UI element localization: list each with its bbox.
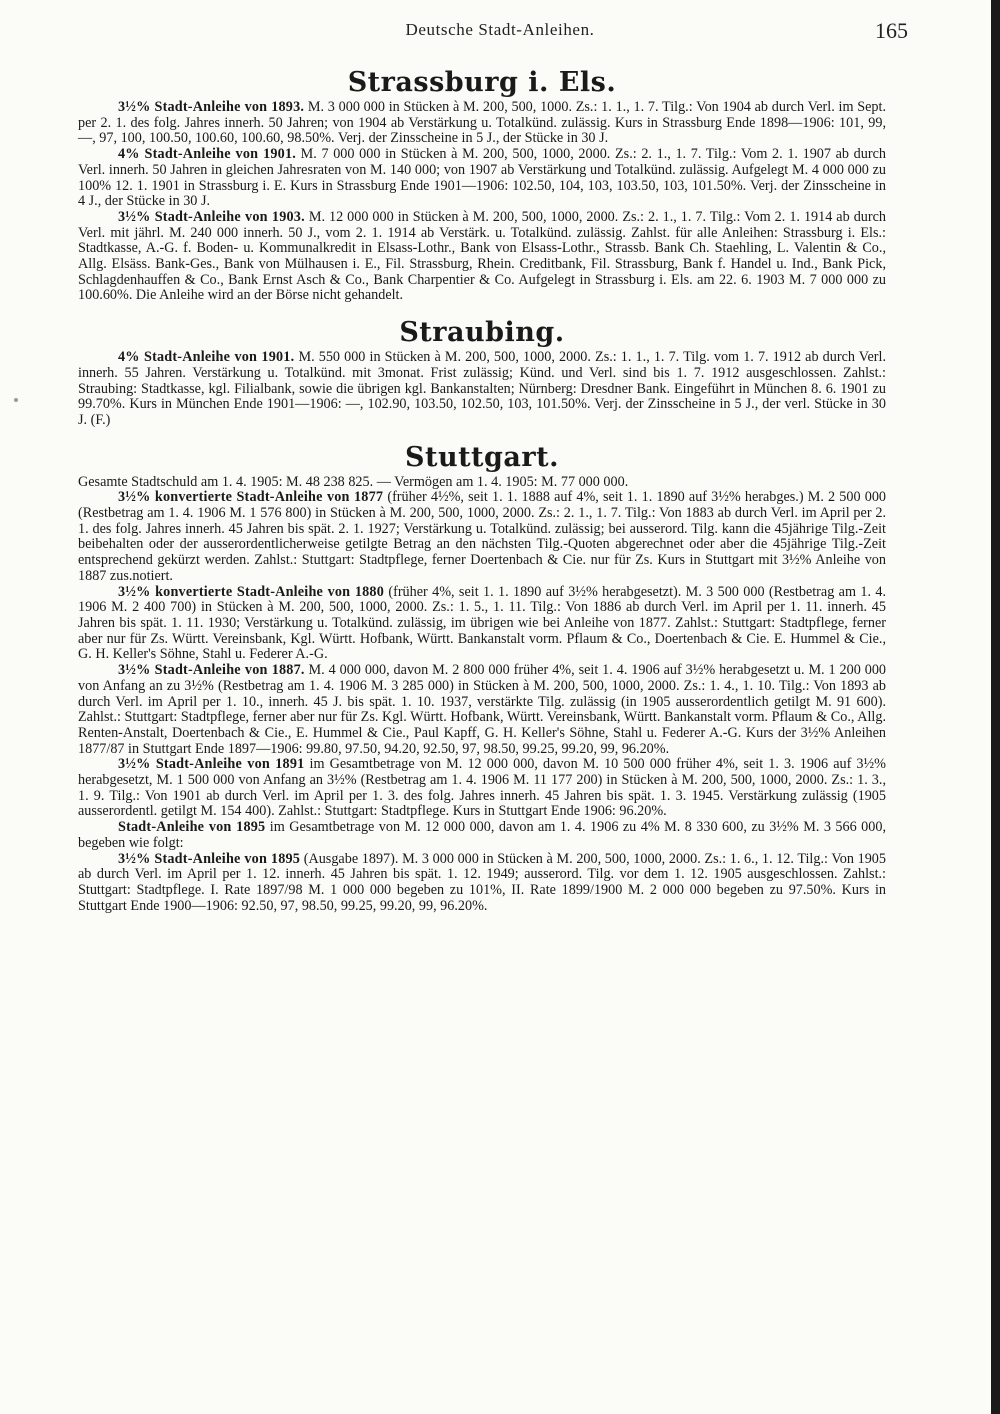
entry-text: im Gesamtbetrage von M. 12 000 000, davon am 1. 4. 1906 zu 4% M. 8 330 600, zu 3½% M. 3 566 000, begeben wie folgt: — [78, 819, 886, 851]
entry-text: (Ausgabe 1897). M. 3 000 000 in Stücken à M. 200, 500, 1000, 2000. Zs.: 1. 6., 1. 12. Tilg.: Von 1905 ab durch Verl. im April per 1. 12. innerh. 45 Jahren bis spät. 1. 12. 1949; ausserord. Tilg. vor dem 1. 12. 1905 ausgeschlossen. Zahlst.: Stuttgart: Stadtpflege. I. Rate 1897/98 M. 1 000 000 begeben zu 101%, II. Rate 1899/1900 M. 2 000 000 begeben zu 97.50%. Kurs in Stuttgart Ende 1900—1906: 92.50, 97, 98.50, 99.25, 99.20, 99, 96.20%. — [78, 850, 886, 914]
entry-text: M. 4 000 000, davon M. 2 800 000 früher 4%, seit 1. 4. 1906 auf 3½% herabgesetzt u. M. 1 200 000 von Anfang an zu 3½% (Restbetrag am 1. 4. 1906 M. 3 285 000) in Stücken à M. 200, 500, 1000, 2000. Zs.: 1. 4., 1. 10. Tilg.: Von 1893 ab durch Verl. im April per 1. 10., innerh. 45 J. bis spät. 1. 10. 1937, verstärkte Tilg. zulässig (in 1905 ausserordentlich getilgt M. 91 600). Zahlst.: Stuttgart: Stadtpflege, ferner aber nur für Zs. Kgl. Württ. Hofbank, Württ. Vereinsbank, Württ. Bankanstalt vorm. Pflaum & Co., Allg. Renten-Anstalt, Doertenbach & Cie., E. Hummel & Cie., Paul Kapff, G. H. Keller's Söhne, Stahl u. Federer A.-G. Kurs der 3½% Anleihen 1877/87 in Stuttgart Ende 1897—1906: 99.80, 97.50, 94.20, 92.50, 97, 98.50, 99.25, 99.20, 99, 96.20%. — [78, 662, 887, 757]
entry-lead: 3½% Stadt-Anleihe von 1895 — [118, 850, 301, 867]
page-content — [78, 62, 886, 914]
section-title-strassburg: Strassburg i. Els. — [347, 67, 617, 98]
entry-lead: 4% Stadt-Anleihe von 1901. — [118, 146, 296, 163]
entry-text: M. 550 000 in Stücken à M. 200, 500, 1000, 2000. Zs.: 1. 1., 1. 7. Tilg. vom 1. 7. 1912 ab durch Verl. innerh. 55 Jahren. Verstärkung u. Totalkünd. mit 3monat. Frist zulässig; Künd. und Verl. sind bis 1. 7. 1912 ausgeschlossen. Zahlst.: Straubing: Stadtkasse, kgl. Filialbank, sowie die übrigen kgl. Bankanstalten; Nürnberg: Dresdner Bank. Eingeführt in München 8. 6. 1901 zu 99.70%. Kurs in München Ende 1901—1906: —, 102.90, 103.50, 102.50, 103, 101.50%. Verj. der Zinsscheine in 5 J., der verl. Stücke in 30 J. (F.) — [78, 349, 886, 428]
bond-entry — [78, 100, 886, 147]
entry-text: (früher 4½%, seit 1. 1. 1888 auf 4%, seit 1. 1. 1890 auf 3½% herabges.) M. 2 500 000 (Restbetrag am 1. 4. 1906 M. 1 576 800) in Stücken à M. 200, 500, 1000, 2000. Zs.: 2. 1., 1. 7. Tilg.: Von 1883 ab durch Verl. im April per 2. 1. des folg. Jahres innerh. 45 Jahren bis spät. 2. 1. 1927; Verstärkung u. Totalkünd. zulässig; bei ausserord. Tilg. kann die 45jährige Tilg.-Zeit beibehalten oder der ausserordentlicherweise getilgte Betrag an den nächsten Tilg.-Quoten abgerechnet oder aber die 45jährige Tilg.-Zeit entsprechend gekürzt werden. Zahlst.: Stuttgart: Stadtpflege, ferner Doertenbach & Cie. nur für Zs. Kurs in Stuttgart mit 3½% Anleihe von 1887 zus.notiert. — [78, 489, 887, 584]
entry-text: im Gesamtbetrage von M. 12 000 000, davon M. 10 500 000 früher 4%, seit 1. 3. 1906 auf 3½% herabgesetzt, M. 1 500 000 von Anfang an 3½% (Restbetrag am 1. 4. 1906 M. 11 177 200) in Stücken à M. 200, 500, 1000, 2000. Zs.: 1. 3., 1. 9. Tilg.: Von 1901 ab durch Verl. im April per 1. 3. des folg. Jahres innerh. 45 Jahren bis spät. 1. 3. 1945. Verstärkung zulässig (1905 ausserordentl. getilgt M. 154 400). Zahlst.: Stuttgart: Stadtpflege. Kurs in Stuttgart Ende 1906: 96.20%. — [78, 756, 886, 820]
bond-entry — [78, 852, 886, 915]
entry-lead: 3½% Stadt-Anleihe von 1891 — [118, 756, 305, 773]
entry-lead: Stadt-Anleihe von 1895 — [118, 819, 266, 836]
city-debt-summary: Gesamte Stadtschuld am 1. 4. 1905: M. 48 238 825. — Vermögen am 1. 4. 1905: M. 77 000 000. — [78, 473, 629, 490]
entry-lead: 3½% Stadt-Anleihe von 1903. — [118, 208, 305, 225]
bond-entry — [78, 210, 886, 304]
entry-lead: 3½% Stadt-Anleihe von 1893. — [118, 99, 305, 115]
bond-entry — [78, 820, 886, 851]
running-title: Deutsche Stadt-Anleihen. — [405, 20, 595, 39]
entry-text: M. 12 000 000 in Stücken à M. 200, 500, 1000, 2000. Zs.: 2. 1., 1. 7. Tilg.: Vom 2. 1. 1914 ab durch Verl. mit jährl. M. 240 000 innerh. 50 J., vom 2. 1. 1914 ab Verstärk. u. Totalkünd. zulässig. Zahlst. für alle Anleihen: Strassburg i. Els.: Stadtkasse, A.-G. f. Boden- u. Kommunalkredit in Elsass-Lothr., Bank von Elsass-Lothr., Strassb. Bank Ch. Staehling, L. Valentin & Co., Allg. Elsäss. Bank-Ges., Bank von Mülhausen i. E., Fil. Strassburg, Rhein. Creditbank, Fil. Strassburg, Bank f. Handel u. Ind., Bank Pick, Schlagdenhauffen & Co., Bank Ernst Asch & Co., Bank Charpentier & Co. Aufgelegt in Strassburg i. Els. am 22. 6. 1903 M. 7 000 000 zu 100.60%. Die Anleihe wird an der Börse nicht gehandelt. — [78, 208, 886, 304]
bond-entry — [78, 585, 886, 664]
page-number: 165 — [875, 18, 908, 43]
entry-lead: 4% Stadt-Anleihe von 1901. — [118, 349, 295, 366]
entry-lead: 3½% konvertierte Stadt-Anleihe von 1880 — [118, 583, 385, 600]
section-title-straubing: Straubing. — [399, 317, 565, 349]
bond-entry — [78, 490, 886, 584]
bond-entry — [78, 663, 886, 757]
entry-text: (früher 4%, seit 1. 1. 1890 auf 3½% herabgesetzt). M. 3 500 000 (Restbetrag am 1. 4. 1906 M. 2 400 700) in Stücken à M. 200, 500, 1000, 2000. Zs.: 1. 5., 1. 11. Tilg.: Von 1886 ab durch Verl. im April per 1. 11. innerh. 45 Jahren bis spät. 1. 11. 1930; Verstärkung u. Totalkünd. zulässig, im übrigen wie bei Anleihe von 1877. Zahlst.: Stuttgart: Stadtpflege, ferner aber nur für Zs. Württ. Vereinsbank, Kgl. Württ. Hofbank, Württ. Bankanstalt vorm. Pflaum & Co., Doertenbach & Cie. E. Hummel & Cie., G. H. Keller's Söhne, Stahl u. Federer A.-G. — [78, 583, 886, 663]
entry-text: M. 7 000 000 in Stücken à M. 200, 500, 1000, 2000. Zs.: 2. 1., 1. 7. Tilg.: Vom 2. 1. 1907 ab durch Verl. innerh. 50 Jahren in gleichen Jahresraten von M. 140 000; von 1907 ab Verstärkung und Totalkünd. zulässig. Aufgelegt M. 4 000 000 zu 100% 12. 1. 1901 in Strassburg i. E. Kurs in Strassburg Ende 1901—1906: 102.50, 104, 103, 103.50, 103, 101.50%. Verj. der Zinsscheine in 4 J., der Stücke in 30 J. — [78, 146, 886, 210]
scan-edge — [991, 0, 1000, 1414]
bond-entry — [78, 757, 886, 820]
section-title-stuttgart: Stuttgart. — [404, 441, 559, 473]
bond-entry — [78, 147, 886, 210]
bond-entry — [78, 350, 886, 429]
ink-speck — [14, 398, 18, 402]
entry-text: M. 3 000 000 in Stücken à M. 200, 500, 1000. Zs.: 1. 1., 1. 7. Tilg.: Von 1904 ab durch Verl. im Sept. per 2. 1. des folg. Jahres innerh. 50 Jahren; von 1904 ab Verstärkung u. Totalkünd. zulässig. Kurs in Strassburg Ende 1898—1906: 101, 99, —, 97, 100, 100.50, 100.60, 100.60, 98.50%. Verj. der Zinsscheine in 5 J., der Stücke in 30 J. — [78, 99, 887, 147]
page-header — [0, 18, 1000, 48]
entry-lead: 3½% konvertierte Stadt-Anleihe von 1877 — [118, 489, 384, 506]
entry-lead: 3½% Stadt-Anleihe von 1887. — [118, 662, 305, 679]
